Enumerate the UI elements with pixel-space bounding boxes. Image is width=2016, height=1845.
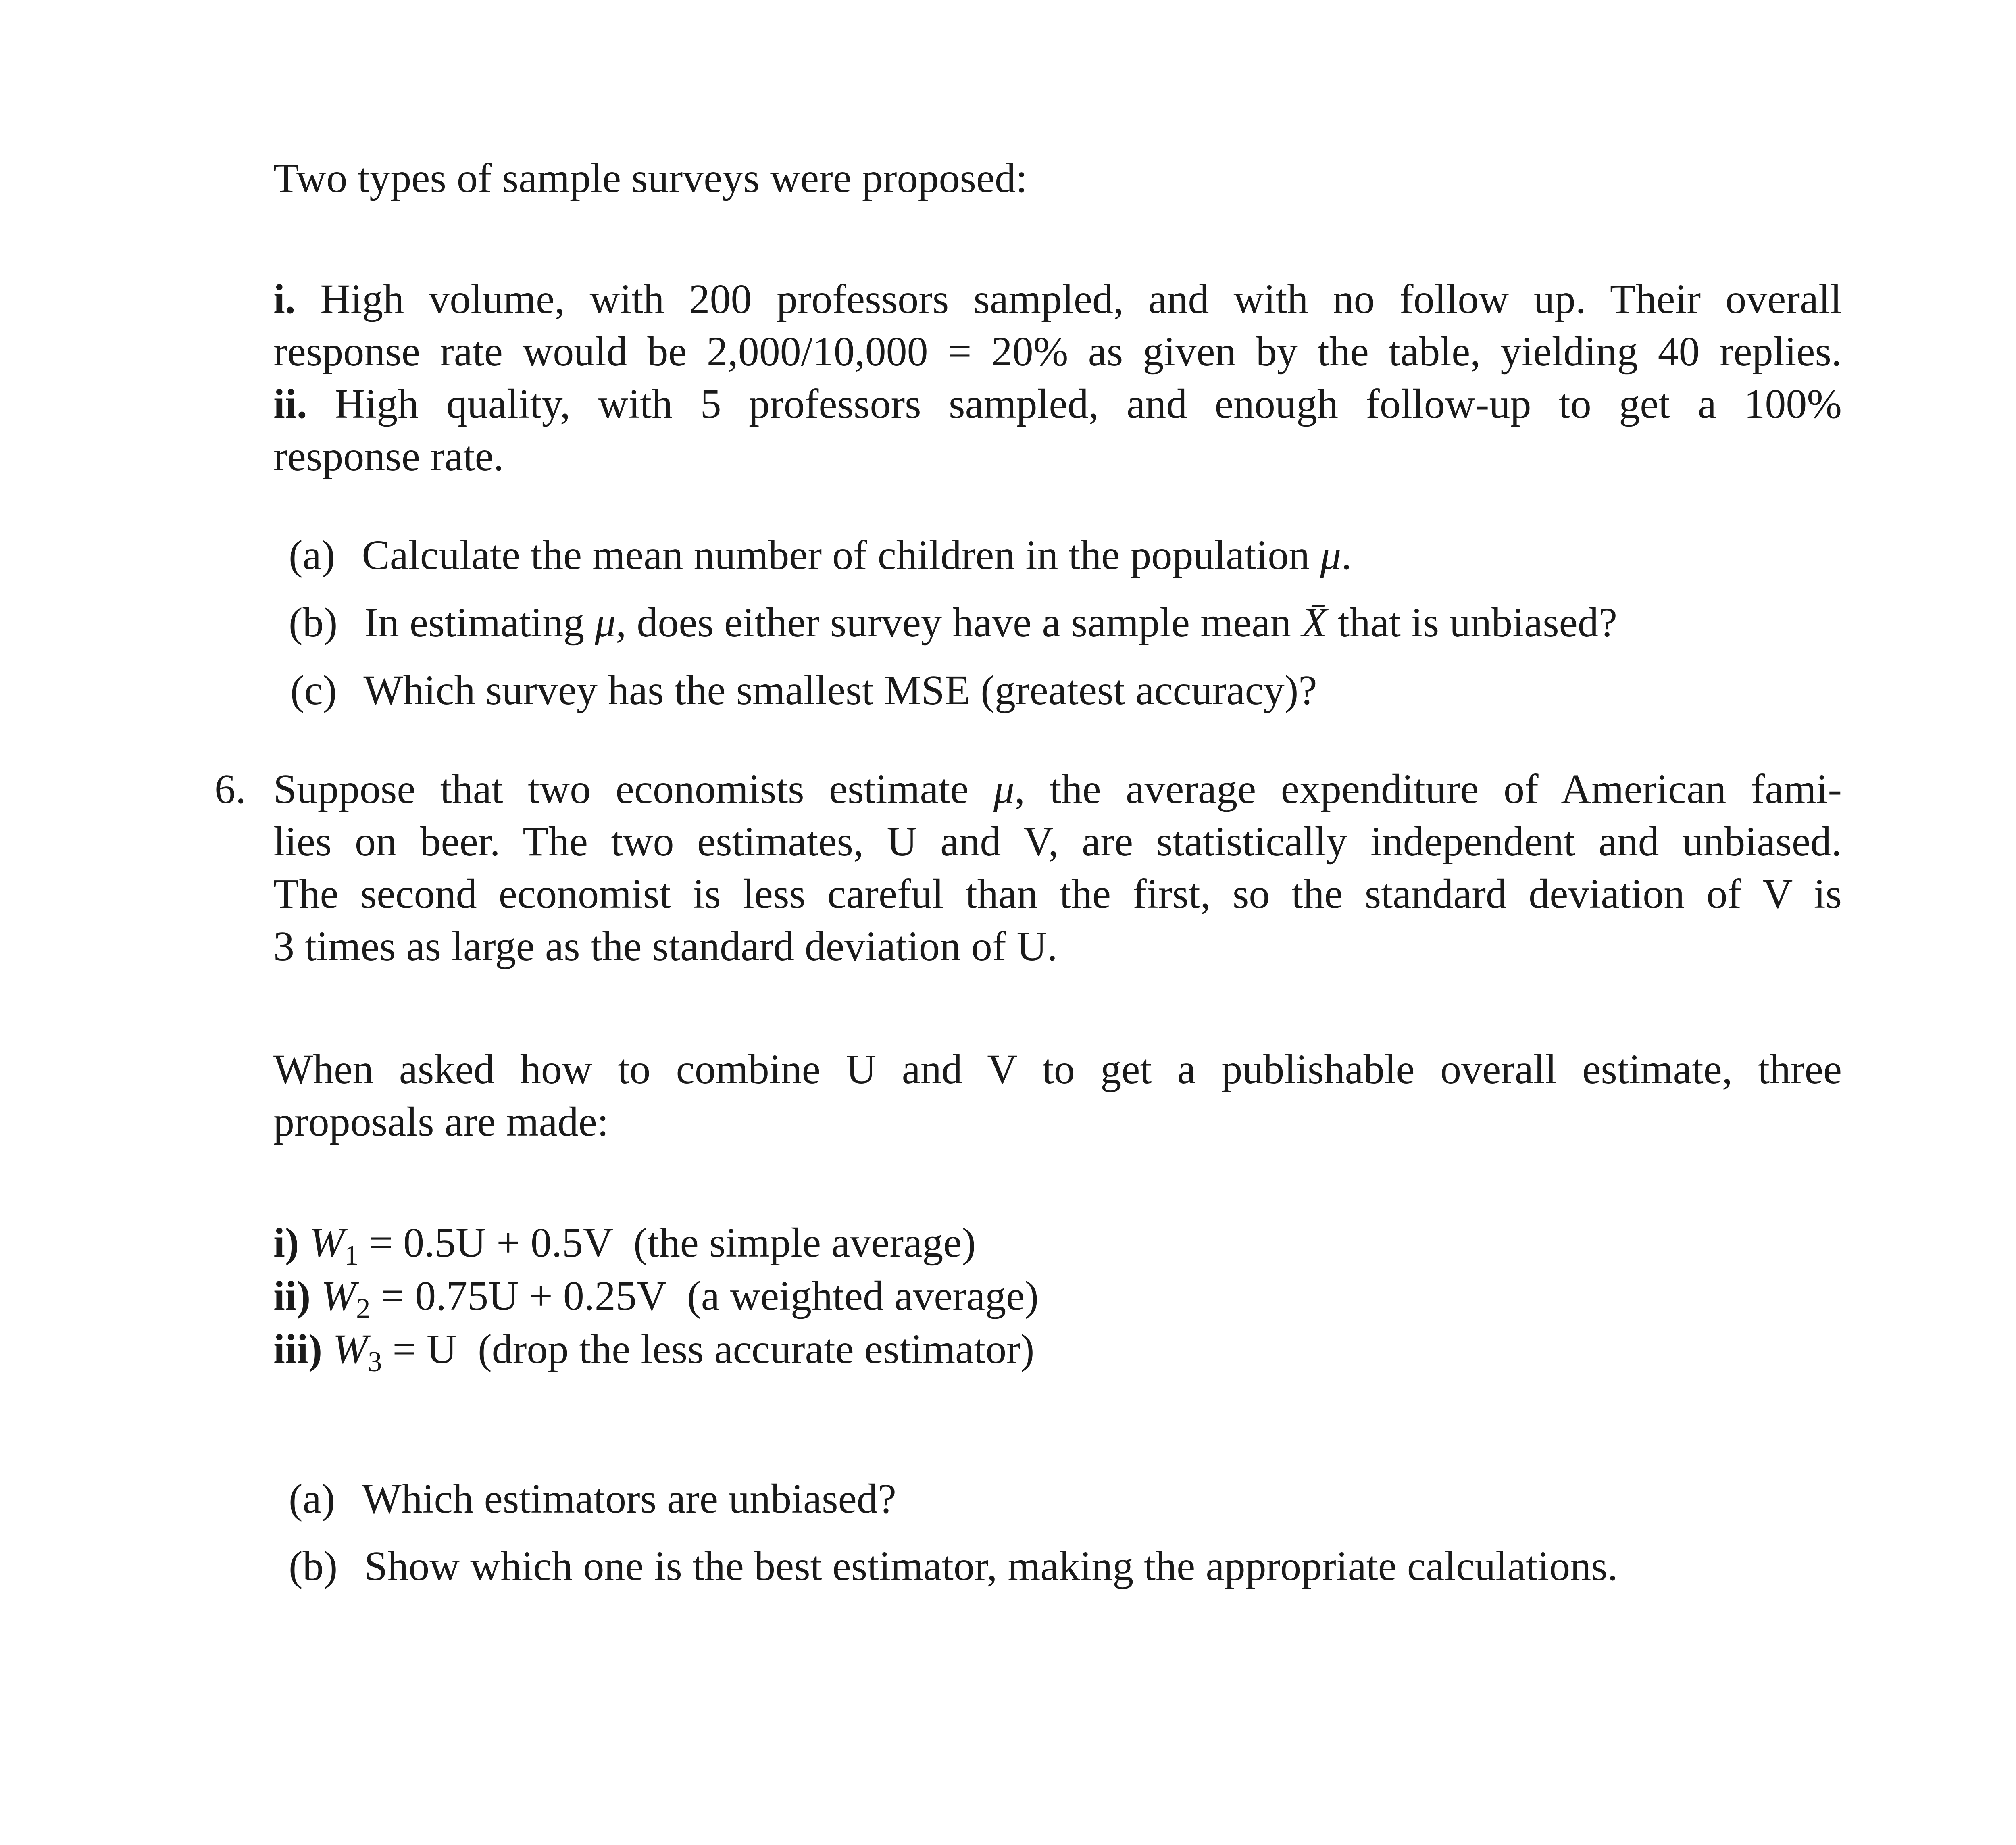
proposal-3-formula: = U <box>382 1326 457 1372</box>
q5-b-text-2: , does either survey have a sample mean <box>616 599 1302 646</box>
q5-b-mu: μ <box>595 599 616 646</box>
q5-item-b <box>289 599 1617 646</box>
q5-a-label: (a) <box>289 532 335 578</box>
problem-6-number: 6. <box>215 766 246 812</box>
proposal-3 <box>273 1326 1035 1378</box>
q5-c-text: Which survey has the smallest MSE (greatest accuracy)? <box>363 667 1317 713</box>
survey-i-label: i. <box>273 276 296 322</box>
q5-b-xbar: X̄ <box>1302 599 1327 646</box>
q5-b-text-1: In estimating <box>364 599 595 646</box>
proposal-1-w: W <box>309 1220 345 1266</box>
q5-b-label: (b) <box>289 599 338 646</box>
q6-item-b <box>289 1545 1618 1587</box>
combine-line2: proposals are made: <box>273 1099 609 1145</box>
proposal-2-label: ii) <box>273 1273 311 1319</box>
q5-item-c <box>290 669 1317 711</box>
q5-b-text-3: that is unbiased? <box>1327 599 1617 646</box>
problem-6-line2: lies on beer. The two estimates, U and V, are statistically independent and unbiased. <box>273 818 1842 865</box>
proposal-1 <box>273 1220 976 1271</box>
combine-line1: When asked how to combine U and V to get a publishable overall estimate, three <box>273 1046 1842 1092</box>
proposal-2-w: W <box>321 1273 356 1319</box>
survey-ii-text-1: High quality, with 5 professors sampled, and enough follow-up to get a 100% <box>335 381 1842 427</box>
q6-b-label: (b) <box>289 1543 338 1589</box>
survey-ii-line1 <box>273 383 1842 425</box>
q6-a-text: Which estimators are unbiased? <box>362 1476 896 1522</box>
problem-6-line4: 3 times as large as the standard deviation of U. <box>273 923 1058 969</box>
problem-6-text-1b: , the average expenditure of American fami- <box>1014 766 1842 812</box>
problem-6-line1 <box>273 768 1842 810</box>
problem-6-text-1a: Suppose that two economists estimate <box>273 766 993 812</box>
proposal-1-formula: = 0.5U + 0.5V <box>358 1220 613 1266</box>
intro-text: Two types of sample surveys were proposed: <box>273 155 1028 201</box>
proposal-3-sub: 3 <box>367 1346 382 1378</box>
proposal-1-note: (the simple average) <box>633 1220 976 1266</box>
proposal-2-sub: 2 <box>356 1293 371 1324</box>
problem-6-mu: μ <box>993 766 1015 812</box>
proposal-2-note: (a weighted average) <box>687 1273 1039 1319</box>
q6-b-text: Show which one is the best estimator, making the appropriate calculations. <box>364 1543 1618 1589</box>
proposal-1-label: i) <box>273 1220 299 1266</box>
q5-c-label: (c) <box>290 667 337 713</box>
proposal-1-sub: 1 <box>344 1239 359 1271</box>
problem-6-line3: The second economist is less careful than the first, so the standard deviation of V is <box>273 871 1842 917</box>
q5-a-text: Calculate the mean number of children in the population <box>362 532 1320 578</box>
q6-item-a <box>289 1478 896 1520</box>
proposal-3-w: W <box>333 1326 368 1372</box>
survey-ii-line2: response rate. <box>273 433 504 479</box>
survey-i-text-1: High volume, with 200 professors sampled, and with no follow up. Their overall <box>320 276 1842 322</box>
proposal-2 <box>273 1273 1039 1324</box>
survey-ii-label: ii. <box>273 381 307 427</box>
q5-a-end: . <box>1341 532 1352 578</box>
proposal-3-note: (drop the less accurate estimator) <box>478 1326 1035 1372</box>
q6-a-label: (a) <box>289 1476 335 1522</box>
proposal-2-formula: = 0.75U + 0.25V <box>370 1273 666 1319</box>
q5-item-a <box>289 534 1352 576</box>
survey-i-line2: response rate would be 2,000/10,000 = 20% as given by the table, yielding 40 replies. <box>273 328 1842 375</box>
proposal-3-label: iii) <box>273 1326 323 1372</box>
q5-a-mu: μ <box>1320 532 1341 578</box>
survey-i-line1 <box>273 278 1842 320</box>
